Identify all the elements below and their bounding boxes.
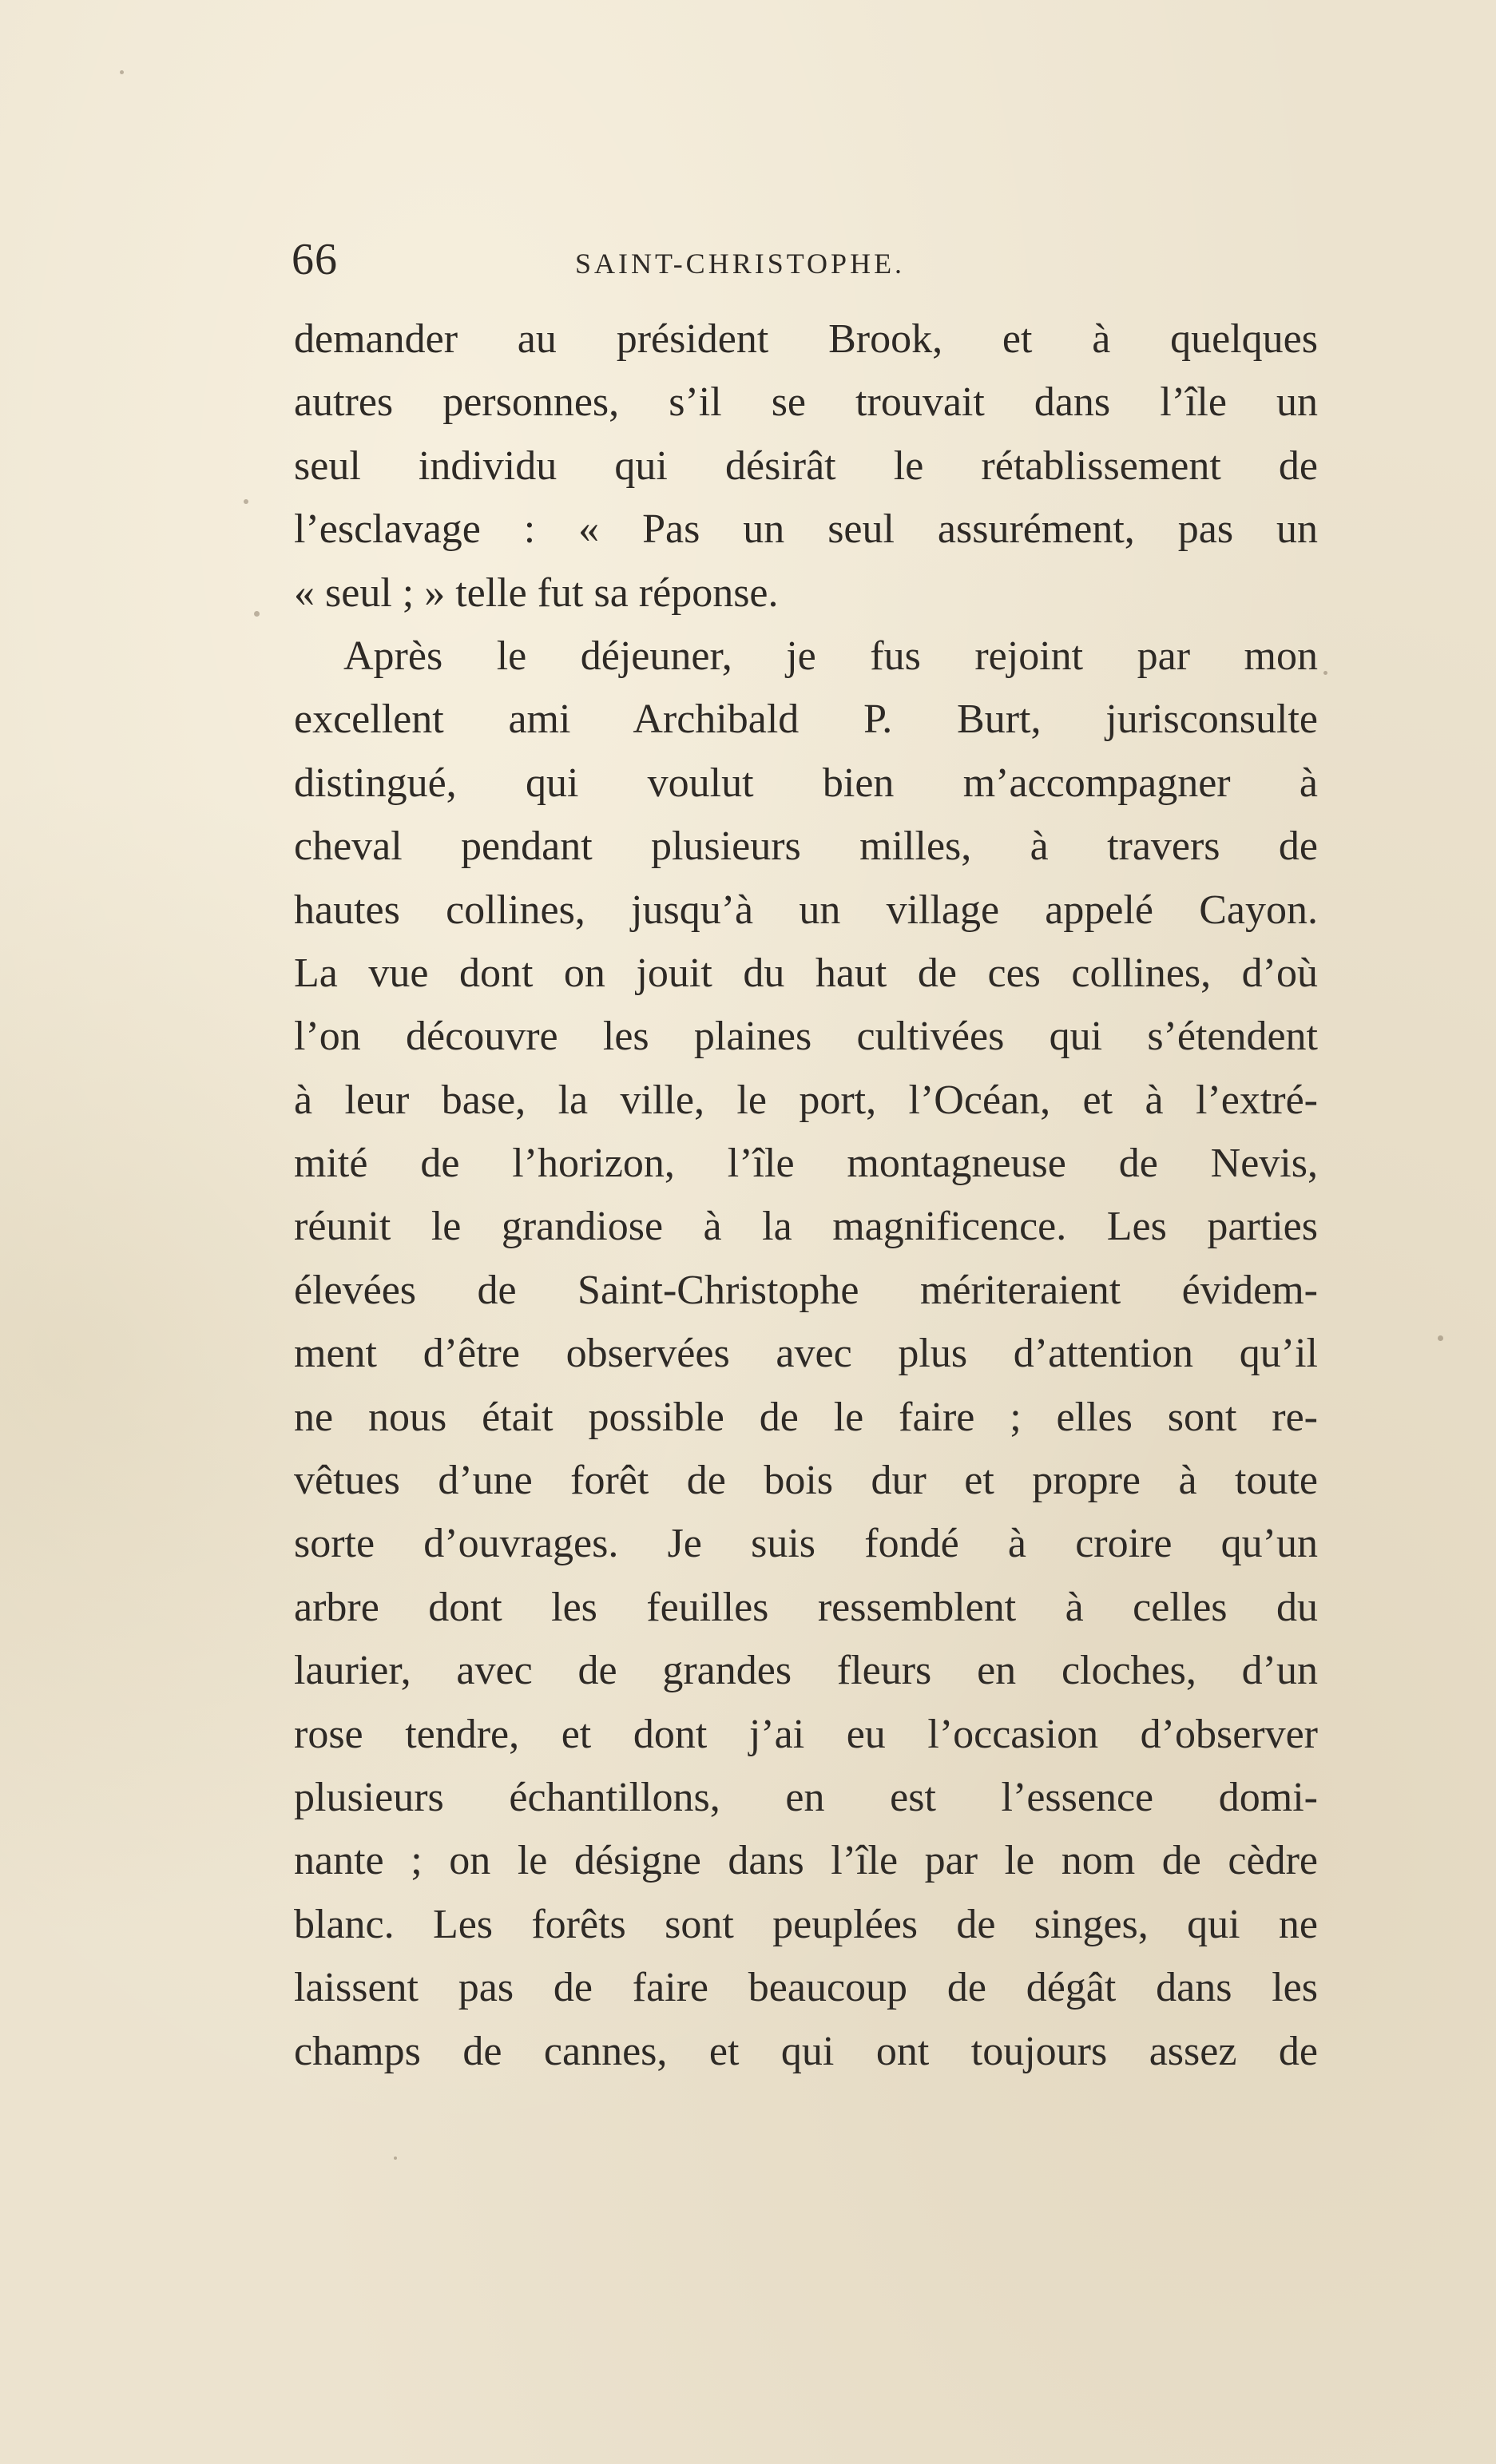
body-text — [294, 308, 1318, 2083]
running-head — [292, 232, 1330, 288]
page-number: 66 — [292, 235, 338, 284]
paper-speck — [120, 70, 124, 74]
text-line: laissent pas de faire beaucoup de dégât dans les — [294, 1965, 1318, 2011]
text-line: vêtues d’une forêt de bois dur et propre à toute — [294, 1458, 1318, 1504]
paper-speck — [1438, 1335, 1443, 1341]
text-line: seul individu qui désirât le rétablissement de — [294, 442, 1318, 489]
text-line: sorte d’ouvrages. Je suis fondé à croire qu’un — [294, 1521, 1318, 1567]
text-line: l’esclavage : « Pas un seul assurément, pas un — [294, 506, 1318, 553]
paper-speck — [394, 2156, 397, 2160]
text-line: champs de cannes, et qui ont toujours assez de — [294, 2028, 1318, 2074]
text-line: La vue dont on jouit du haut de ces collines, d’où — [294, 950, 1318, 996]
text-line: hautes collines, jusqu’à un village appelé Cayon. — [294, 887, 1318, 933]
text-line: demander au président Brook, et à quelques — [294, 316, 1318, 362]
text-line: ment d’être observées avec plus d’attention qu’il — [294, 1331, 1318, 1377]
text-line: mité de l’horizon, l’île montagneuse de Nevis, — [294, 1141, 1318, 1187]
text-line: plusieurs échantillons, en est l’essence domi- — [294, 1774, 1318, 1820]
text-line: laurier, avec de grandes fleurs en cloches, d’un — [294, 1648, 1318, 1694]
text-line: ne nous était possible de le faire ; elles sont re- — [294, 1394, 1318, 1440]
paper-speck — [244, 499, 248, 504]
text-line: distingué, qui voulut bien m’accompagner à — [294, 760, 1318, 806]
text-line: élevées de Saint-Christophe mériteraient évidem- — [294, 1267, 1318, 1313]
text-line: rose tendre, et dont j’ai eu l’occasion d’observer — [294, 1711, 1318, 1757]
text-line: excellent ami Archibald P. Burt, jurisconsulte — [294, 696, 1318, 743]
paper-speck — [254, 611, 260, 617]
paragraph-start-line: Après le déjeuner, je fus rejoint par mon — [343, 633, 1318, 679]
text-line: « seul ; » telle fut sa réponse. — [294, 569, 779, 616]
text-line: nante ; on le désigne dans l’île par le nom de cèdre — [294, 1838, 1318, 1884]
text-line: à leur base, la ville, le port, l’Océan, et à l’extré- — [294, 1077, 1318, 1123]
paper-speck — [1323, 671, 1327, 675]
text-line: cheval pendant plusieurs milles, à travers de — [294, 823, 1318, 870]
text-line: autres personnes, s’il se trouvait dans l’île un — [294, 379, 1318, 426]
text-line: réunit le grandiose à la magnificence. Les parties — [294, 1204, 1318, 1250]
text-line: l’on découvre les plaines cultivées qui s’étendent — [294, 1014, 1318, 1060]
running-title: SAINT-CHRISTOPHE. — [575, 248, 906, 280]
text-line: blanc. Les forêts sont peuplées de singes, qui ne — [294, 1901, 1318, 1947]
text-line: arbre dont les feuilles ressemblent à celles du — [294, 1584, 1318, 1630]
